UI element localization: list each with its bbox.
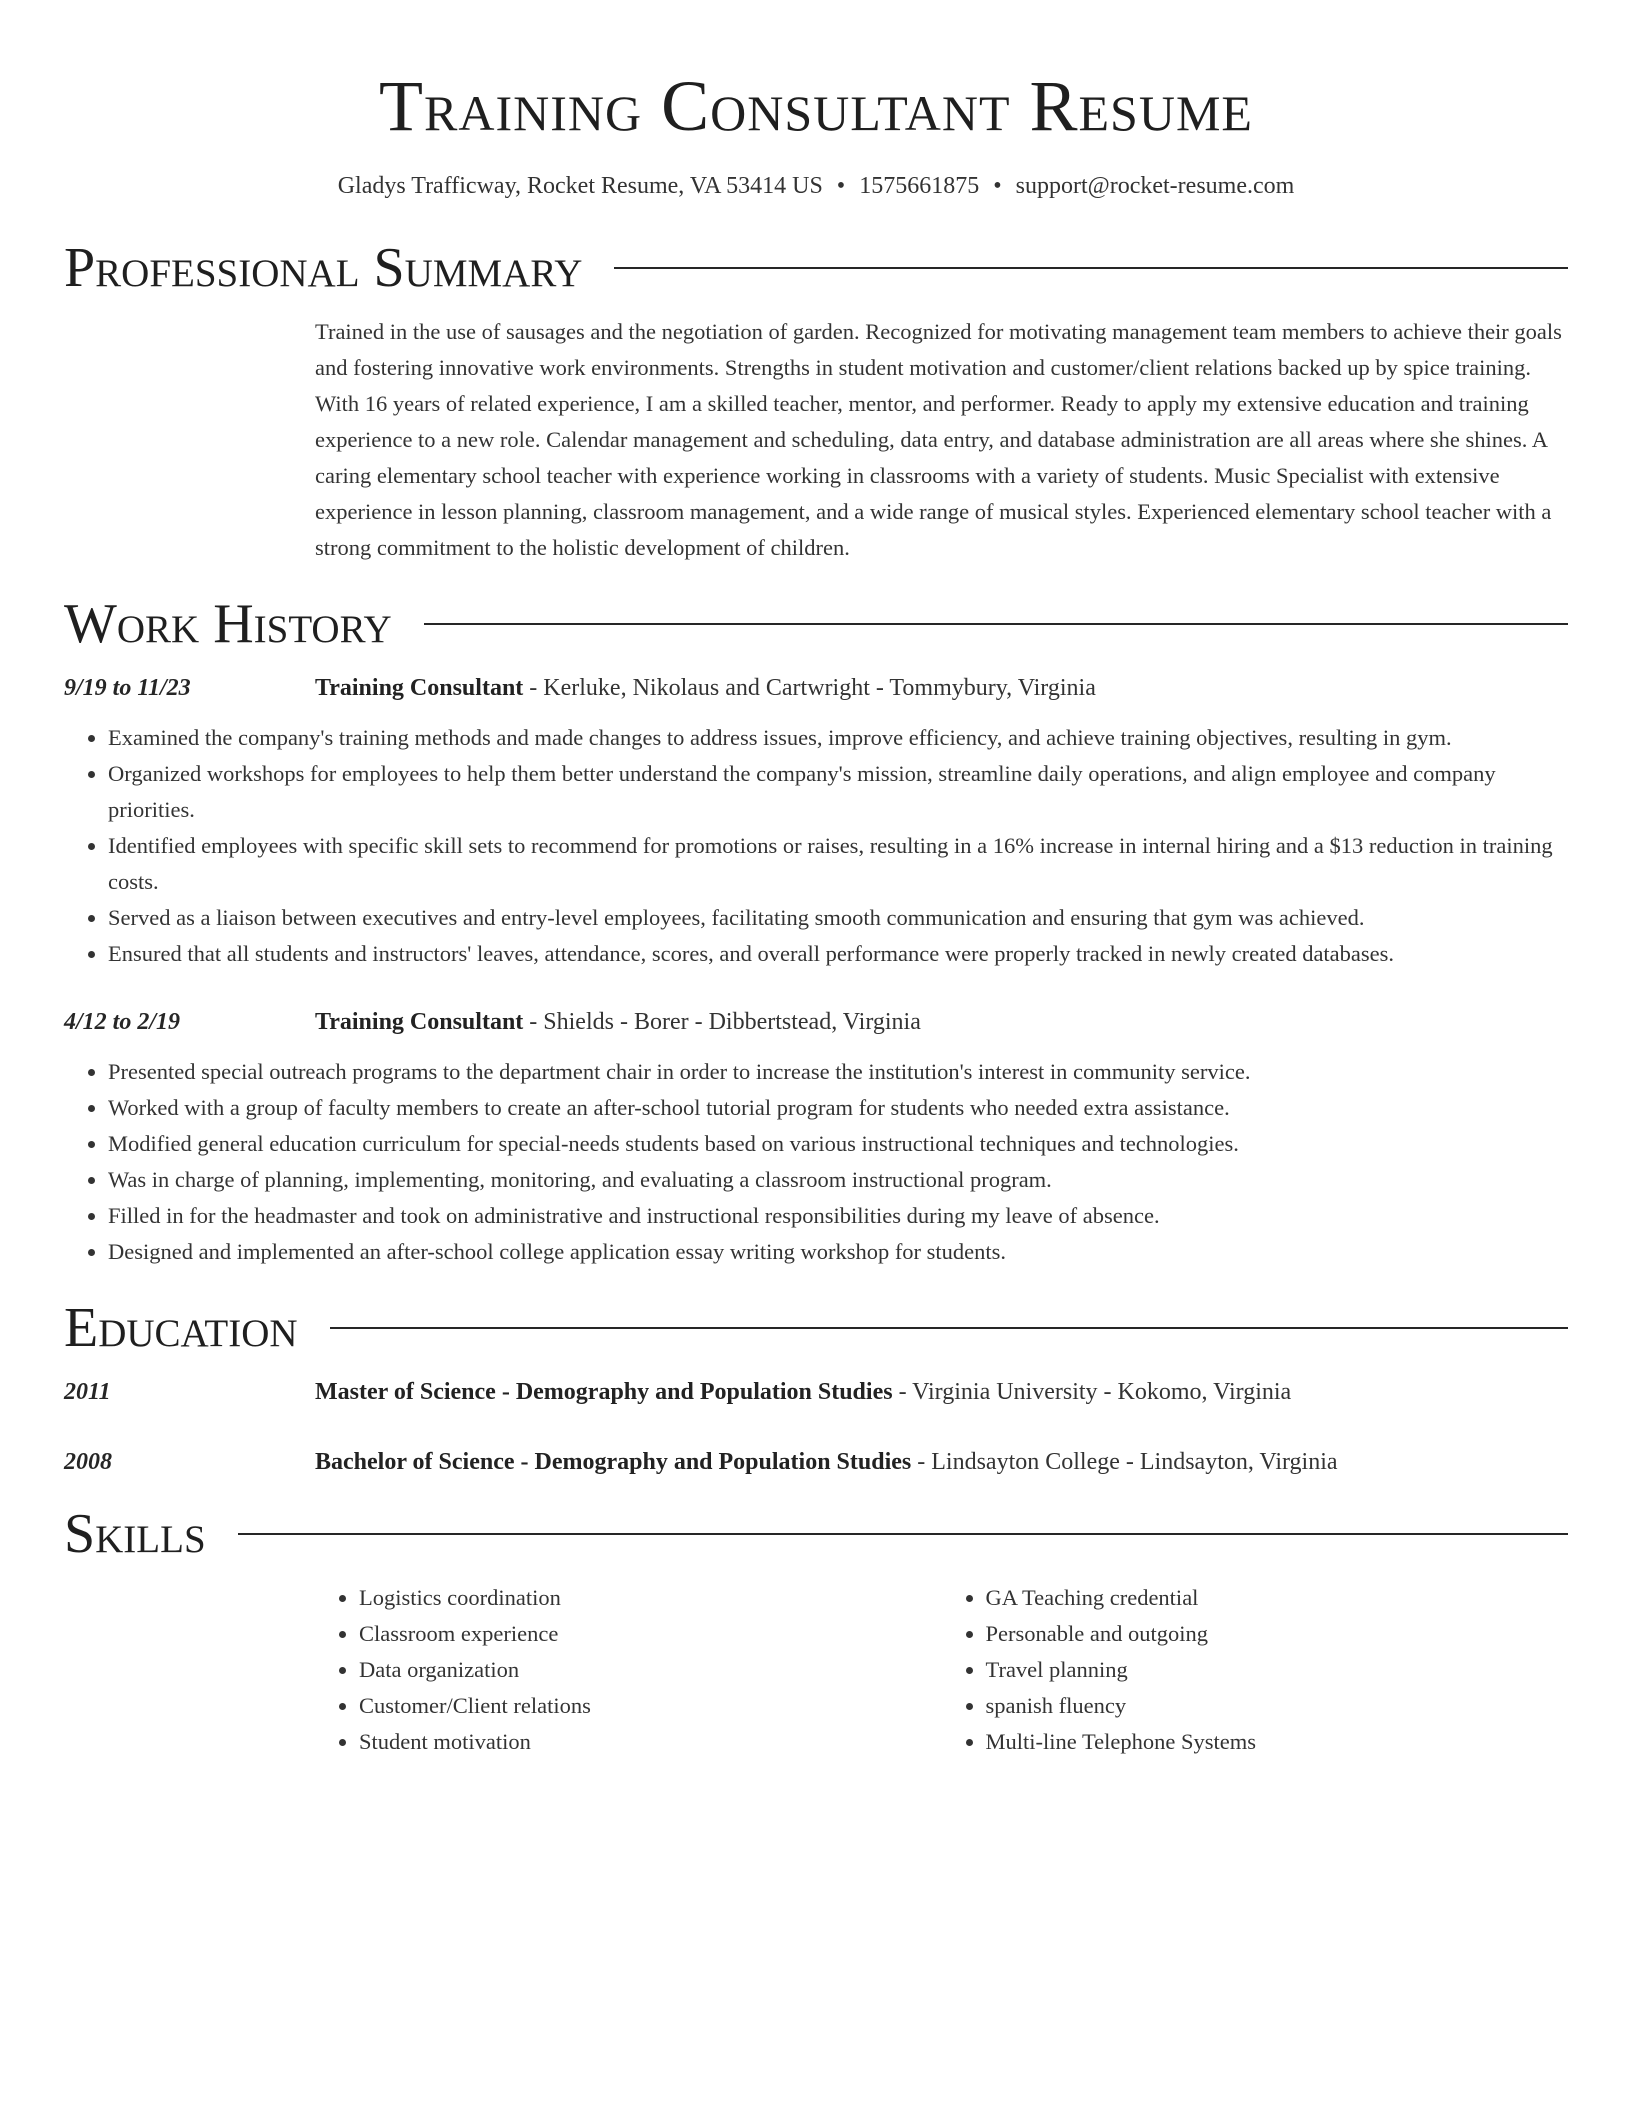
education-details: - Lindsayton College - Lindsayton, Virginia [911, 1449, 1338, 1475]
job-bullet: • Was in charge of planning, implementing, monitoring, and evaluating a classroom instructional program. [108, 1162, 1568, 1198]
job-bullets [64, 1054, 1568, 1270]
skills-column-right [942, 1580, 1569, 1760]
skill-item: • Data organization [359, 1652, 942, 1688]
job-bullet: • Identified employees with specific skill sets to recommend for promotions or raises, resulting in a 16% increase in internal hiring and a $13 reduction in training costs. [108, 828, 1568, 900]
summary-heading: Professional Summary [64, 237, 583, 299]
contact-separator: • [993, 173, 1002, 199]
contact-separator: • [836, 173, 846, 199]
job-bullet: • Presented special outreach programs to the department chair in order to increase the institution's interest in community service. [108, 1054, 1568, 1090]
contact-line [64, 170, 1568, 202]
job-bullet: • Worked with a group of faculty members to create an after-school tutorial program for students who needed extra assistance. [108, 1090, 1568, 1126]
skill-item: • Personable and outgoing [986, 1616, 1569, 1652]
skill-item: • GA Teaching credential [986, 1580, 1569, 1616]
skill-item: • Student motivation [359, 1724, 942, 1760]
skill-item: • spanish fluency [986, 1688, 1569, 1724]
job-bullets [64, 720, 1568, 972]
job-details: - Shields - Borer - Dibbertstead, Virginia [523, 1009, 921, 1035]
job-dates: 4/12 to 2/19 [64, 1009, 181, 1035]
education-section-header [64, 1296, 1568, 1360]
education-year: 2008 [64, 1449, 112, 1475]
education-degree: Bachelor of Science - Demography and Population Studies [315, 1449, 912, 1475]
job-bullet: • Ensured that all students and instructors' leaves, attendance, scores, and overall performance were properly tracked in newly created databases. [108, 936, 1568, 972]
skill-item: • Logistics coordination [359, 1580, 942, 1616]
education-degree: Master of Science - Demography and Population Studies [315, 1379, 893, 1405]
job-bullet: • Modified general education curriculum for special-needs students based on various instructional techniques and technologies. [108, 1126, 1568, 1162]
job-heading [315, 1004, 921, 1040]
skill-item: • Multi-line Telephone Systems [986, 1724, 1569, 1760]
education-row [64, 1444, 1568, 1480]
contact-phone: 1575661875 [859, 173, 980, 199]
work-heading: Work History [64, 593, 392, 655]
summary-section-header [64, 236, 1568, 300]
section-divider [238, 1533, 1568, 1535]
education-heading: Education [64, 1297, 298, 1359]
section-divider [424, 623, 1568, 625]
skills-list [315, 1580, 1568, 1760]
section-divider [614, 267, 1568, 269]
education-year: 2011 [64, 1379, 111, 1405]
job-bullet: • Organized workshops for employees to help them better understand the company's mission, streamline daily operations, and align employee and company priorities. [108, 756, 1568, 828]
job-heading [315, 670, 1096, 706]
education-row [64, 1374, 1568, 1410]
skills-section-header [64, 1502, 1568, 1566]
education-heading-line [315, 1374, 1291, 1410]
work-section-header [64, 592, 1568, 656]
education-entry [64, 1444, 1568, 1480]
job-details: - Kerluke, Nikolaus and Cartwright - Tommybury, Virginia [523, 675, 1096, 701]
summary-text: Trained in the use of sausages and the negotiation of garden. Recognized for motivating management team members to achieve their goals and fostering innovative work environments. Strengths in student motivation and customer/client relations backed up by spice training. With 16 years of related experience, I am a skilled teacher, mentor, and performer. Ready to apply my extensive education and training experience to a new role. Calendar management and scheduling, data entry, and database administration are all areas where she shines. A caring elementary school teacher with experience working in classrooms with a variety of students. Music Specialist with extensive experience in lesson planning, classroom management, and a wide range of musical styles. Experienced elementary school teacher with a strong commitment to the holistic development of children. [315, 319, 1562, 560]
job-bullet: • Served as a liaison between executives and entry-level employees, facilitating smooth communication and ensuring that gym was achieved. [108, 900, 1568, 936]
job-bullet: • Examined the company's training methods and made changes to address issues, improve efficiency, and achieve training objectives, resulting in gym. [108, 720, 1568, 756]
job-bullet: • Designed and implemented an after-school college application essay writing workshop for students. [108, 1234, 1568, 1270]
skill-item: • Customer/Client relations [359, 1688, 942, 1724]
job-bullet: • Filled in for the headmaster and took on administrative and instructional responsibilities during my leave of absence. [108, 1198, 1568, 1234]
skill-item: • Classroom experience [359, 1616, 942, 1652]
section-divider [330, 1327, 1568, 1329]
job-title: Training Consultant [315, 1009, 524, 1035]
resume-title: Training Consultant Resume [379, 66, 1253, 146]
job-entry [64, 1004, 1568, 1270]
job-title: Training Consultant [315, 675, 524, 701]
skill-item: • Travel planning [986, 1652, 1569, 1688]
skills-column-left [315, 1580, 942, 1760]
contact-address: Gladys Trafficway, Rocket Resume, VA 53414 US [337, 173, 823, 199]
job-entry [64, 670, 1568, 972]
skills-heading: Skills [64, 1503, 206, 1565]
education-details: - Virginia University - Kokomo, Virginia [892, 1379, 1292, 1405]
job-header [64, 1004, 1568, 1040]
job-header [64, 670, 1568, 706]
education-heading-line [315, 1444, 1338, 1480]
education-entry [64, 1374, 1568, 1410]
job-dates: 9/19 to 11/23 [64, 675, 191, 701]
contact-email: support@rocket-resume.com [1015, 173, 1295, 199]
